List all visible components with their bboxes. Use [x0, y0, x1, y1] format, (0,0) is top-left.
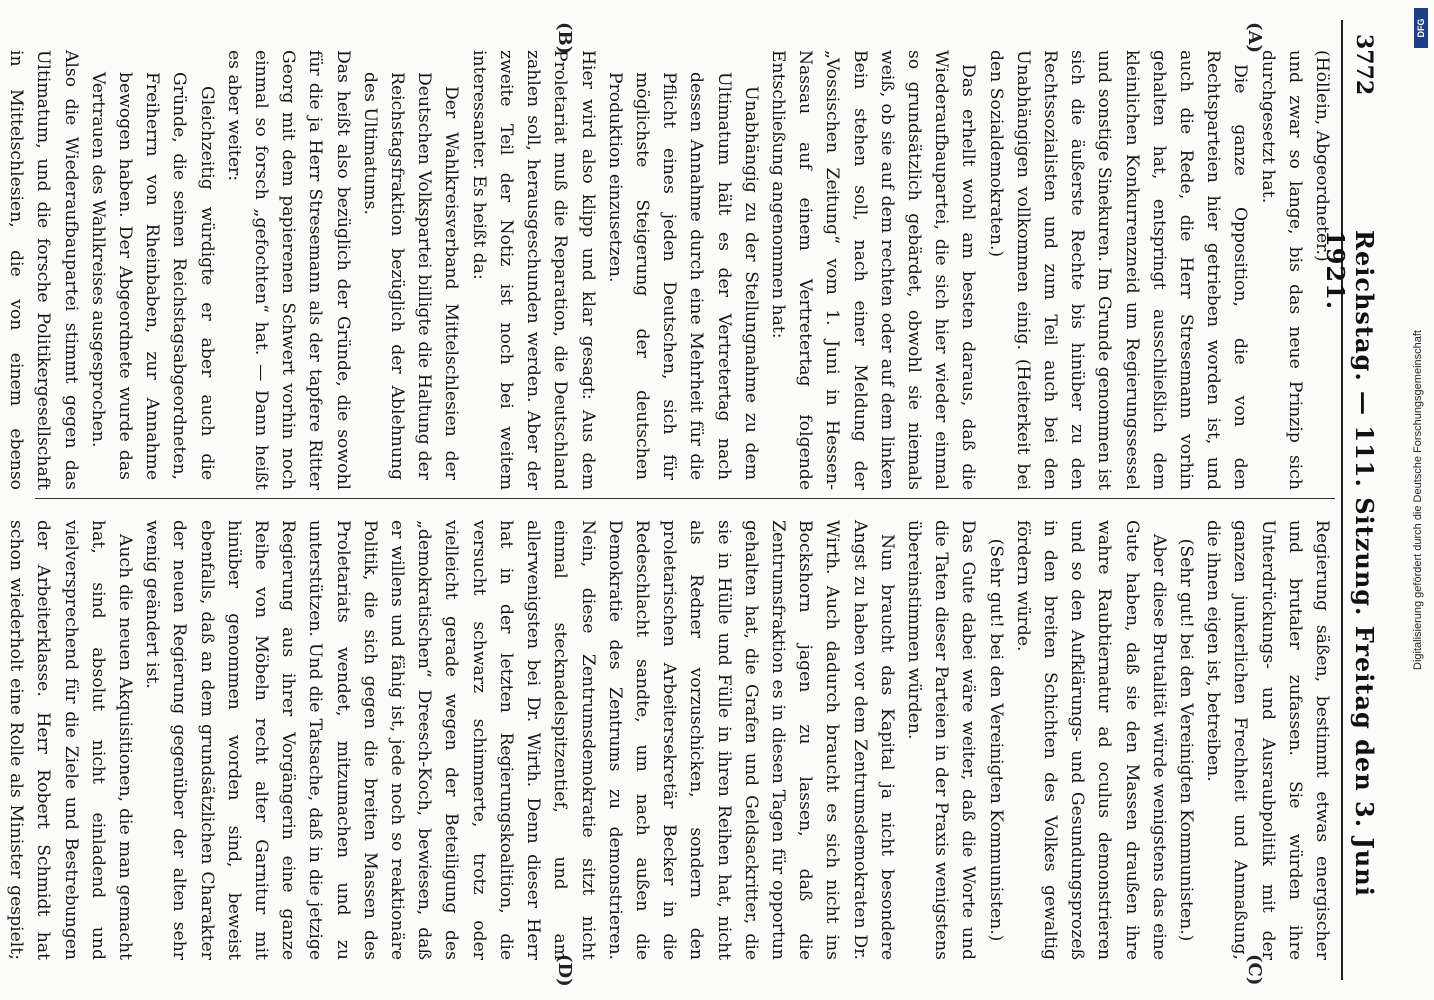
paragraph: Also die Wiederaufbaupartei stimmt gegen das Ultimatum, und die forsche Politikergesellschaft in Mittelschlesien, die von einem ebenso [6, 50, 81, 490]
digitization-note-text: Digitalisierung gefördert durch die Deutsche Forschungsgemeinschaft [1412, 330, 1424, 670]
paragraph: Das erhellt wohl am besten daraus, daß die Wiederaufbaupartei, die sich hier wieder einmal so grundsätzlich gebärdet, obwohl sie niemals weiß, ob sie auf dem rechten oder auf dem linken Bein stehen soll, nach einer Meldung der „Vossischen Zeitung“ vom 1. Juni in Hessen-Nassau auf einem Vertretertag folgende Entschließung angenommen hat: [767, 50, 979, 490]
quote-paragraph: Der Wahlkreisverband Mittelschlesien der Deutschen Volkspartei billigte die Haltung der Reichstagsfraktion bezüglich der Ablehnung des Ultimatums. [359, 72, 462, 480]
paragraph: Regierung säßen, bestimmt etwas energischer und brutaler zufassen. Sie würden ihre Unterdrückungs- und Ausraubpolitik mit der ganzen junkerlichen Frechheit und Anmaßung, die ihnen eigen ist, betreiben. [1203, 520, 1332, 960]
paragraph: Das heißt also bezüglich der Gründe, die sowohl für die ja Herr Stresemann als der tapfere Ritter Georg mit dem papierenen Schwert vorhin noch einmal so forsch „gefochten“ hat. — Dann heißt es aber weiter: [223, 50, 353, 490]
paragraph: Hier wird also klipp und klar gesagt: Aus dem Proletariat muß die Reparation, die Deutschland zahlen soll, herausgeschunden werden. Aber der zweite Teil der Notiz ist noch bei weitem interessanter. Es heißt da: [468, 50, 598, 490]
column-divider [35, 498, 1335, 499]
left-column [6, 50, 1335, 490]
rotated-page-content [6, 20, 1395, 987]
interjection: (Sehr gut! bei den Vereinigten Kommunisten.) [985, 538, 1006, 942]
dfg-logo-text: DFG [1416, 18, 1426, 38]
digitization-note [1406, 0, 1430, 1000]
page-number: 3772 [1351, 34, 1377, 96]
paragraph: Das Gute dabei wäre weiter, daß die Worte und die Taten dieser Parteien in der Praxis wenigstens übereinstimmen würden. [903, 520, 979, 960]
margin-letter-d: (D) [554, 954, 575, 987]
margin-letter-b: (B) [554, 22, 575, 55]
paragraph: und zwar so lange, bis das neue Prinzip sich durchgesetzt hat. [1257, 50, 1305, 490]
paragraph: Aber diese Brutalität würde wenigstens das eine Gute haben, daß sie den Massen draußen ihre wahre Raubtiernatur ad oculus demonstrieren und so den Aufklärungs- und Gesundungsprozeß in den breiten Schichten des Volkes gewaltig fördern würde. [1012, 520, 1169, 960]
paragraph: Nun braucht das Kapital ja nicht besondere Angst zu haben vor dem Zentrumsdemokraten Dr. Wirth. Auch dadurch braucht es sich nicht ins Bockshorn jagen zu lassen, daß die Zentrumsfraktion es in diesen Tagen für opportun gehalten hat, die Grafen und Geldsackritter, die sie in Hülle und Fülle in ihren Reihen hat, nicht als Redner vorzuschicken, sondern den proletarischen Arbeitersekretär Becker in die Redeschlacht sandte, um nach außen die Demokratie des Zentrums zu demonstrieren. Nein, diese Zentrumsdemokratie sitzt nicht einmal stecknadelspitzentief, und am allerwenigsten bei Dr. Wirth. Denn dieser Herr hat in der letzten Regierungskoalition, die versucht schwarz schimmerte, trotz oder vielleicht gerade wegen der Beteiligung des „demokratischen“ Dreesch-Koch, bewiesen, daß er willens und fähig ist, jede noch so reaktionäre Politik, die sich gegen die breiten Massen des Proletariats wendet, mitzumachen und zu unterstützen. Und die Tatsache, daß in die jetzige Regierung aus ihrer Vorgängerin eine ganze Reihe von Möbeln recht alter Garnitur mit hinüber genommen worden sind, beweist ebenfalls, daß an dem grundsätzlichen Charakter der neuen Regierung gegenüber der alten sehr wenig geändert ist. [142, 520, 897, 960]
interjection: (Sehr gut! bei den Vereinigten Kommunisten.) [1175, 538, 1196, 942]
paragraph: (Höllein, Abgeordneter.) [1312, 50, 1332, 262]
paragraph: Auch die neuen Akquisitionen, die man gemacht hat, sind absolut nicht einladend und vielversprechend für die Ziele und Bestrebungen der Arbeiterklasse. Herr Robert Schmidt hat schon wiederholt eine Rolle als Minister gespielt; [6, 520, 136, 960]
text-columns [6, 20, 1335, 987]
quote-paragraph: Gleichzeitig würdigte er aber auch die Gründe, die seinen Reichstagsabgeordneten, Freiherrn von Rheinbaben, zur Annahme bewogen haben. Der Abgeordnete wurde das Vertrauen des Wahlkreises ausgesprochen. [87, 72, 217, 480]
margin-letter-a: (A) [1244, 22, 1265, 53]
page-title: Reichstag. — 111. Sitzung. Freitag den 3. Juni 1921. [1321, 230, 1379, 897]
quote-paragraph: Unabhängig zu der Stellungnahme zu dem Ultimatum hält es der Vertretertag nach dessen Annahme durch eine Mehrheit für die Pflicht eines jeden Deutschen, sich für möglichste Steigerung der deutschen Produktion einzusetzen. [604, 72, 761, 480]
right-column [6, 520, 1335, 960]
paragraph: Die ganze Opposition, die von den Rechtsparteien hier getrieben worden ist, und auch die Rede, die Herr Stresemann vorhin gehalten hat, entspringt ausschließlich dem kleinlichen Konkurrenzneid um Regierungssessel und sonstige Sinekuren. Im Grunde genommen ist sich die äußerste Rechte bis hinüber zu den Rechtssozialisten und zum Teil auch bei den Unabhängigen vollkommen einig. (Heiterkeit bei den Sozialdemokraten.) [985, 50, 1251, 490]
margin-letter-c: (C) [1244, 954, 1265, 986]
